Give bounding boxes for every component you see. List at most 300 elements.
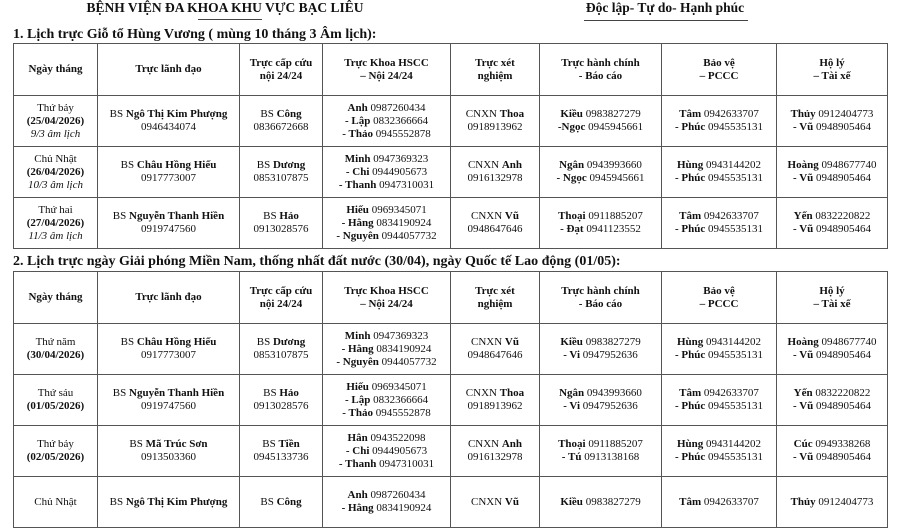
phone-number: 0947310031 bbox=[379, 178, 435, 191]
lunar-date: 10/3 âm lịch bbox=[28, 178, 83, 191]
person-name: Yến bbox=[793, 387, 813, 399]
phone-number: 0945535131 bbox=[708, 349, 763, 361]
phone-number: 0948905464 bbox=[816, 349, 872, 361]
date-cell bbox=[14, 426, 98, 477]
phone-number: 0916132978 bbox=[467, 172, 523, 184]
phone-number: 0948905464 bbox=[816, 400, 872, 412]
phone-number: 0948677740 bbox=[821, 159, 877, 171]
person-name: Thoại bbox=[558, 438, 586, 450]
column-header-text: nghiệm bbox=[477, 297, 513, 310]
date: (25/04/2026) bbox=[26, 114, 85, 127]
admin-cell bbox=[540, 375, 662, 426]
emergency-cell bbox=[240, 477, 323, 528]
person-name: Mã Trúc Sơn bbox=[145, 438, 208, 450]
person-name: Minh bbox=[344, 329, 371, 342]
phone-number: 0948905464 bbox=[816, 223, 872, 235]
person-name: Hiếu bbox=[346, 380, 369, 393]
phone-number: 0945945661 bbox=[589, 172, 645, 184]
phone-number: 0916132978 bbox=[467, 451, 523, 463]
person-name: - Vi bbox=[563, 400, 581, 412]
date: (30/04/2026) bbox=[26, 349, 85, 361]
person-name: Hoàng bbox=[787, 336, 819, 348]
column-header bbox=[777, 44, 888, 96]
phone-number: 0943144202 bbox=[706, 159, 762, 171]
phone-number: 0943144202 bbox=[706, 438, 762, 450]
person-name: Hùng bbox=[676, 159, 704, 171]
leader-cell bbox=[98, 147, 240, 198]
phone-number: 0947310031 bbox=[379, 457, 435, 470]
schedule-table bbox=[13, 271, 888, 528]
column-header-text: Ngày tháng bbox=[28, 291, 83, 303]
person-name: - Thanh bbox=[338, 457, 377, 470]
phone-number: 0943993660 bbox=[586, 387, 642, 399]
person-name: Thủy bbox=[790, 108, 816, 120]
person-name: Dương bbox=[272, 336, 306, 348]
person-name: Tiền bbox=[278, 438, 300, 450]
column-header bbox=[662, 44, 777, 96]
emergency-cell bbox=[240, 426, 323, 477]
column-header-text: Trực xét bbox=[475, 284, 515, 297]
title-prefix: CNXN bbox=[471, 336, 505, 348]
orderly-driver-cell bbox=[777, 198, 888, 249]
title-prefix: BS bbox=[260, 495, 277, 508]
phone-number: 0943993660 bbox=[586, 159, 642, 171]
person-name: - Tú bbox=[561, 451, 582, 463]
column-header-text: – PCCC bbox=[699, 297, 739, 310]
leader-cell bbox=[98, 198, 240, 249]
phone-number: 0919747560 bbox=[141, 400, 196, 412]
phone-number: 0832220822 bbox=[815, 387, 871, 399]
title-prefix: CNXN bbox=[471, 210, 505, 222]
column-header bbox=[662, 272, 777, 324]
phone-number: 0987260434 bbox=[370, 101, 426, 114]
phone-number: 0969345071 bbox=[371, 380, 427, 393]
column-header-text: Hộ lý bbox=[819, 56, 845, 69]
person-name: -Ngọc bbox=[557, 121, 586, 133]
column-header-text: Trực hành chính bbox=[561, 56, 640, 69]
date: (01/05/2026) bbox=[26, 400, 85, 412]
security-cell bbox=[662, 477, 777, 528]
column-header-text: Hộ lý bbox=[819, 284, 845, 297]
phone-number: 0911885207 bbox=[588, 438, 643, 450]
person-name: Hoàng bbox=[787, 159, 819, 171]
phone-number: 0947952636 bbox=[582, 349, 638, 361]
person-name: Thoa bbox=[499, 387, 525, 399]
security-cell bbox=[662, 324, 777, 375]
phone-number: 0945535131 bbox=[708, 121, 763, 133]
person-name: Tâm bbox=[679, 495, 702, 508]
orderly-driver-cell bbox=[777, 375, 888, 426]
date: (26/04/2026) bbox=[26, 165, 85, 178]
person-name: Công bbox=[276, 495, 302, 508]
table-row bbox=[14, 147, 888, 198]
person-name: Vũ bbox=[504, 336, 519, 348]
person-name: Châu Hồng Hiếu bbox=[136, 336, 217, 348]
column-header-text: – PCCC bbox=[699, 69, 739, 82]
person-name: Kiều bbox=[560, 495, 583, 508]
phone-number: 0913028576 bbox=[253, 223, 309, 235]
icu-cell bbox=[323, 426, 451, 477]
title-prefix: CNXN bbox=[467, 438, 502, 450]
emergency-cell bbox=[240, 96, 323, 147]
phone-number: 0834190924 bbox=[376, 216, 432, 229]
column-header-text: Trực Khoa HSCC bbox=[344, 56, 429, 69]
lab-cell bbox=[451, 147, 540, 198]
phone-number: 0987260434 bbox=[370, 489, 426, 501]
lab-cell bbox=[451, 324, 540, 375]
person-name: - Thảo bbox=[342, 406, 373, 419]
phone-number: 0983827279 bbox=[585, 336, 641, 348]
phone-number: 0834190924 bbox=[376, 342, 432, 355]
person-name: Thoại bbox=[558, 210, 586, 222]
title-prefix: BS bbox=[260, 108, 277, 120]
phone-number: 0969345071 bbox=[371, 203, 427, 216]
leader-cell bbox=[98, 477, 240, 528]
table-row bbox=[14, 198, 888, 249]
leader-cell bbox=[98, 324, 240, 375]
table-row bbox=[14, 426, 888, 477]
title-prefix: BS bbox=[263, 387, 280, 399]
title-prefix: BS bbox=[109, 108, 126, 120]
column-header-text: Trực cấp cứu bbox=[249, 56, 313, 69]
admin-cell bbox=[540, 96, 662, 147]
orderly-driver-cell bbox=[777, 96, 888, 147]
orderly-driver-cell bbox=[777, 324, 888, 375]
column-header-text: – Nội 24/24 bbox=[360, 69, 413, 82]
lab-cell bbox=[451, 375, 540, 426]
phone-number: 0913028576 bbox=[253, 400, 309, 412]
schedule-table bbox=[13, 43, 888, 249]
person-name: Công bbox=[276, 108, 302, 120]
emergency-cell bbox=[240, 324, 323, 375]
person-name: Kiều bbox=[560, 108, 583, 120]
person-name: - Phúc bbox=[675, 223, 706, 235]
security-cell bbox=[662, 147, 777, 198]
lab-cell bbox=[451, 477, 540, 528]
admin-cell bbox=[540, 324, 662, 375]
header-row bbox=[14, 272, 888, 324]
phone-number: 0912404773 bbox=[818, 108, 874, 120]
phone-number: 0943522098 bbox=[370, 431, 426, 444]
weekday: Chủ Nhật bbox=[34, 495, 77, 508]
title-prefix: BS bbox=[112, 210, 130, 222]
column-header-text: Bảo vệ bbox=[703, 284, 735, 297]
phone-number: 0944057732 bbox=[381, 355, 437, 368]
phone-number: 0947369323 bbox=[373, 329, 429, 342]
admin-cell bbox=[540, 477, 662, 528]
person-name: Cúc bbox=[793, 438, 813, 450]
phone-number: 0913503360 bbox=[141, 451, 196, 463]
title-prefix: CNXN bbox=[465, 387, 500, 399]
date-cell bbox=[14, 324, 98, 375]
icu-cell bbox=[323, 198, 451, 249]
phone-number: 0945552878 bbox=[375, 406, 431, 419]
phone-number: 0942633707 bbox=[703, 495, 759, 508]
column-header bbox=[540, 44, 662, 96]
column-header-text: Trực Khoa HSCC bbox=[344, 284, 429, 297]
person-name: - Vũ bbox=[792, 223, 814, 235]
emergency-cell bbox=[240, 375, 323, 426]
person-name: Vũ bbox=[504, 495, 519, 508]
column-header bbox=[540, 272, 662, 324]
person-name: Ngân bbox=[559, 387, 585, 399]
person-name: - Phúc bbox=[675, 400, 706, 412]
person-name: - Vũ bbox=[792, 349, 814, 361]
person-name: Kiều bbox=[560, 336, 583, 348]
person-name: Ngân bbox=[559, 159, 585, 171]
column-header bbox=[323, 272, 451, 324]
column-header-text: – Tài xế bbox=[813, 297, 851, 310]
phone-number: 0945535131 bbox=[708, 223, 763, 235]
column-header-text: – Tài xế bbox=[813, 69, 851, 82]
header-row bbox=[14, 44, 888, 96]
title-prefix: BS bbox=[129, 438, 146, 450]
person-name: - Hằng bbox=[341, 216, 374, 229]
title-prefix: BS bbox=[120, 159, 137, 171]
title-prefix: BS bbox=[263, 210, 280, 222]
person-name: - Vi bbox=[563, 349, 581, 361]
phone-number: 0948905464 bbox=[816, 121, 872, 133]
weekday: Thứ hai bbox=[38, 203, 73, 216]
phone-number: 0917773007 bbox=[141, 172, 196, 184]
phone-number: 0832220822 bbox=[815, 210, 871, 222]
person-name: Nguyễn Thanh Hiền bbox=[129, 210, 225, 222]
phone-number: 0947952636 bbox=[582, 400, 638, 412]
column-header bbox=[451, 44, 540, 96]
phone-number: 0945535131 bbox=[708, 451, 763, 463]
phone-number: 0948647646 bbox=[467, 223, 523, 235]
person-name: - Lập bbox=[344, 114, 371, 127]
person-name: Thoa bbox=[499, 108, 525, 120]
column-header bbox=[98, 272, 240, 324]
title-prefix: CNXN bbox=[467, 159, 502, 171]
person-name: Thủy bbox=[790, 495, 816, 508]
orderly-driver-cell bbox=[777, 477, 888, 528]
phone-number: 0948677740 bbox=[821, 336, 877, 348]
column-header-text: Trực xét bbox=[475, 56, 515, 69]
person-name: - Nguyên bbox=[336, 229, 379, 242]
icu-cell bbox=[323, 147, 451, 198]
phone-number: 0944057732 bbox=[381, 229, 437, 242]
security-cell bbox=[662, 426, 777, 477]
person-name: Anh bbox=[347, 101, 368, 114]
hospital-name: BỆNH VIỆN ĐA KHOA KHU VỰC BẠC LIÊU bbox=[86, 0, 364, 15]
section-title: 1. Lịch trực Giỗ tổ Hùng Vương ( mùng 10 tháng 3 Âm lịch): bbox=[13, 27, 377, 42]
lab-cell bbox=[451, 426, 540, 477]
security-cell bbox=[662, 375, 777, 426]
column-header bbox=[14, 44, 98, 96]
person-name: - Đạt bbox=[560, 223, 584, 235]
emergency-cell bbox=[240, 147, 323, 198]
person-name: - Chi bbox=[345, 165, 370, 178]
title-prefix: BS bbox=[120, 336, 137, 348]
date-cell bbox=[14, 477, 98, 528]
person-name: Ngô Thị Kim Phượng bbox=[125, 495, 228, 508]
title-prefix: BS bbox=[256, 159, 273, 171]
person-name: Hùng bbox=[676, 438, 704, 450]
column-header-text: Trực lãnh đạo bbox=[135, 63, 202, 75]
phone-number: 0853107875 bbox=[253, 349, 309, 361]
phone-number: 0832366664 bbox=[373, 393, 429, 406]
person-name: Hảo bbox=[279, 210, 299, 222]
person-name: Anh bbox=[501, 159, 523, 171]
icu-cell bbox=[323, 477, 451, 528]
person-name: - Thanh bbox=[338, 178, 377, 191]
column-header-text: - Báo cáo bbox=[578, 69, 623, 82]
person-name: Dương bbox=[272, 159, 306, 171]
icu-cell bbox=[323, 324, 451, 375]
date-cell bbox=[14, 198, 98, 249]
phone-number: 0834190924 bbox=[376, 502, 432, 514]
person-name: Vũ bbox=[504, 210, 519, 222]
person-name: - Vũ bbox=[792, 451, 814, 463]
phone-number: 0945535131 bbox=[708, 400, 763, 412]
phone-number: 0946434074 bbox=[141, 121, 196, 133]
person-name: - Phúc bbox=[675, 451, 706, 463]
security-cell bbox=[662, 96, 777, 147]
orderly-driver-cell bbox=[777, 147, 888, 198]
phone-number: 0948905464 bbox=[816, 172, 872, 184]
title-prefix: BS bbox=[109, 495, 126, 508]
phone-number: 0918913962 bbox=[467, 121, 523, 133]
table-row bbox=[14, 375, 888, 426]
person-name: - Phúc bbox=[675, 349, 706, 361]
title-prefix: BS bbox=[262, 438, 279, 450]
phone-number: 0943144202 bbox=[706, 336, 762, 348]
person-name: - Vũ bbox=[792, 400, 814, 412]
phone-number: 0853107875 bbox=[253, 172, 309, 184]
column-header-text: Ngày tháng bbox=[28, 63, 83, 75]
weekday: Thứ năm bbox=[35, 336, 76, 348]
person-name: - Thảo bbox=[342, 127, 373, 140]
column-header-text: Trực hành chính bbox=[561, 284, 640, 297]
phone-number: 0949338268 bbox=[815, 438, 871, 450]
column-header-text: Trực cấp cứu bbox=[249, 284, 313, 297]
phone-number: 0836672668 bbox=[253, 121, 309, 133]
column-header bbox=[240, 272, 323, 324]
table-row bbox=[14, 324, 888, 375]
phone-number: 0918913962 bbox=[467, 400, 523, 412]
person-name: Tâm bbox=[679, 210, 702, 222]
person-name: Yến bbox=[793, 210, 813, 222]
leader-cell bbox=[98, 375, 240, 426]
phone-number: 0945945661 bbox=[588, 121, 644, 133]
person-name: Ngô Thị Kim Phượng bbox=[125, 108, 228, 120]
column-header-text: nội 24/24 bbox=[259, 69, 303, 82]
person-name: - Vũ bbox=[792, 121, 814, 133]
column-header-text: Trực lãnh đạo bbox=[135, 291, 202, 303]
header-underline-left bbox=[198, 19, 262, 20]
icu-cell bbox=[323, 96, 451, 147]
phone-number: 0948905464 bbox=[816, 451, 872, 463]
column-header-text: Bảo vệ bbox=[703, 56, 735, 69]
lab-cell bbox=[451, 198, 540, 249]
weekday: Chủ Nhật bbox=[34, 152, 77, 165]
person-name: Anh bbox=[347, 489, 368, 501]
person-name: - Hằng bbox=[341, 342, 374, 355]
lunar-date: 11/3 âm lịch bbox=[28, 229, 83, 242]
date-cell bbox=[14, 147, 98, 198]
person-name: - Vũ bbox=[792, 172, 814, 184]
person-name: Hùng bbox=[676, 336, 704, 348]
person-name: - Phúc bbox=[675, 172, 706, 184]
column-header bbox=[240, 44, 323, 96]
leader-cell bbox=[98, 426, 240, 477]
phone-number: 0945552878 bbox=[375, 127, 431, 140]
title-prefix: CNXN bbox=[471, 495, 505, 508]
table-row bbox=[14, 96, 888, 147]
column-header bbox=[777, 272, 888, 324]
lab-cell bbox=[451, 96, 540, 147]
phone-number: 0917773007 bbox=[141, 349, 196, 361]
person-name: - Hằng bbox=[341, 502, 374, 514]
person-name: - Ngọc bbox=[556, 172, 587, 184]
phone-number: 0911885207 bbox=[588, 210, 643, 222]
person-name: Hân bbox=[347, 431, 368, 444]
phone-number: 0948647646 bbox=[467, 349, 523, 361]
phone-number: 0944905673 bbox=[372, 444, 428, 457]
person-name: Châu Hồng Hiếu bbox=[136, 159, 217, 171]
person-name: Minh bbox=[344, 152, 371, 165]
section-title: 2. Lịch trực ngày Giải phóng Miền Nam, thống nhất đất nước (30/04), ngày Quốc tế Lao động (01/05): bbox=[13, 254, 621, 269]
phone-number: 0913138168 bbox=[584, 451, 640, 463]
phone-number: 0945535131 bbox=[708, 172, 763, 184]
title-prefix: CNXN bbox=[465, 108, 500, 120]
phone-number: 0832366664 bbox=[373, 114, 429, 127]
weekday: Thứ sáu bbox=[37, 387, 74, 399]
person-name: Nguyễn Thanh Hiền bbox=[129, 387, 225, 399]
weekday: Thứ bảy bbox=[37, 101, 74, 114]
date: (02/05/2026) bbox=[26, 451, 85, 463]
person-name: Anh bbox=[501, 438, 523, 450]
admin-cell bbox=[540, 198, 662, 249]
person-name: Tâm bbox=[679, 387, 702, 399]
date-cell bbox=[14, 96, 98, 147]
national-motto: Độc lập- Tự do- Hạnh phúc bbox=[585, 0, 745, 15]
column-header bbox=[451, 272, 540, 324]
column-header-text: nghiệm bbox=[477, 69, 513, 82]
date: (27/04/2026) bbox=[26, 216, 85, 229]
phone-number: 0983827279 bbox=[585, 108, 641, 120]
phone-number: 0945133736 bbox=[253, 451, 309, 463]
phone-number: 0947369323 bbox=[373, 152, 429, 165]
security-cell bbox=[662, 198, 777, 249]
orderly-driver-cell bbox=[777, 426, 888, 477]
person-name: Hiếu bbox=[346, 203, 369, 216]
column-header bbox=[14, 272, 98, 324]
phone-number: 0941123552 bbox=[586, 223, 641, 235]
lunar-date: 9/3 âm lịch bbox=[30, 127, 81, 140]
phone-number: 0942633707 bbox=[703, 387, 759, 399]
phone-number: 0942633707 bbox=[703, 108, 759, 120]
column-header bbox=[98, 44, 240, 96]
phone-number: 0983827279 bbox=[585, 495, 641, 508]
header-underline-right bbox=[584, 20, 748, 21]
phone-number: 0944905673 bbox=[372, 165, 428, 178]
weekday: Thứ bảy bbox=[37, 438, 74, 450]
phone-number: 0942633707 bbox=[703, 210, 759, 222]
leader-cell bbox=[98, 96, 240, 147]
column-header-text: nội 24/24 bbox=[259, 297, 303, 310]
person-name: Tâm bbox=[679, 108, 702, 120]
person-name: - Phúc bbox=[675, 121, 706, 133]
person-name: Hảo bbox=[279, 387, 299, 399]
table-row bbox=[14, 477, 888, 528]
icu-cell bbox=[323, 375, 451, 426]
emergency-cell bbox=[240, 198, 323, 249]
admin-cell bbox=[540, 147, 662, 198]
column-header-text: – Nội 24/24 bbox=[360, 297, 413, 310]
